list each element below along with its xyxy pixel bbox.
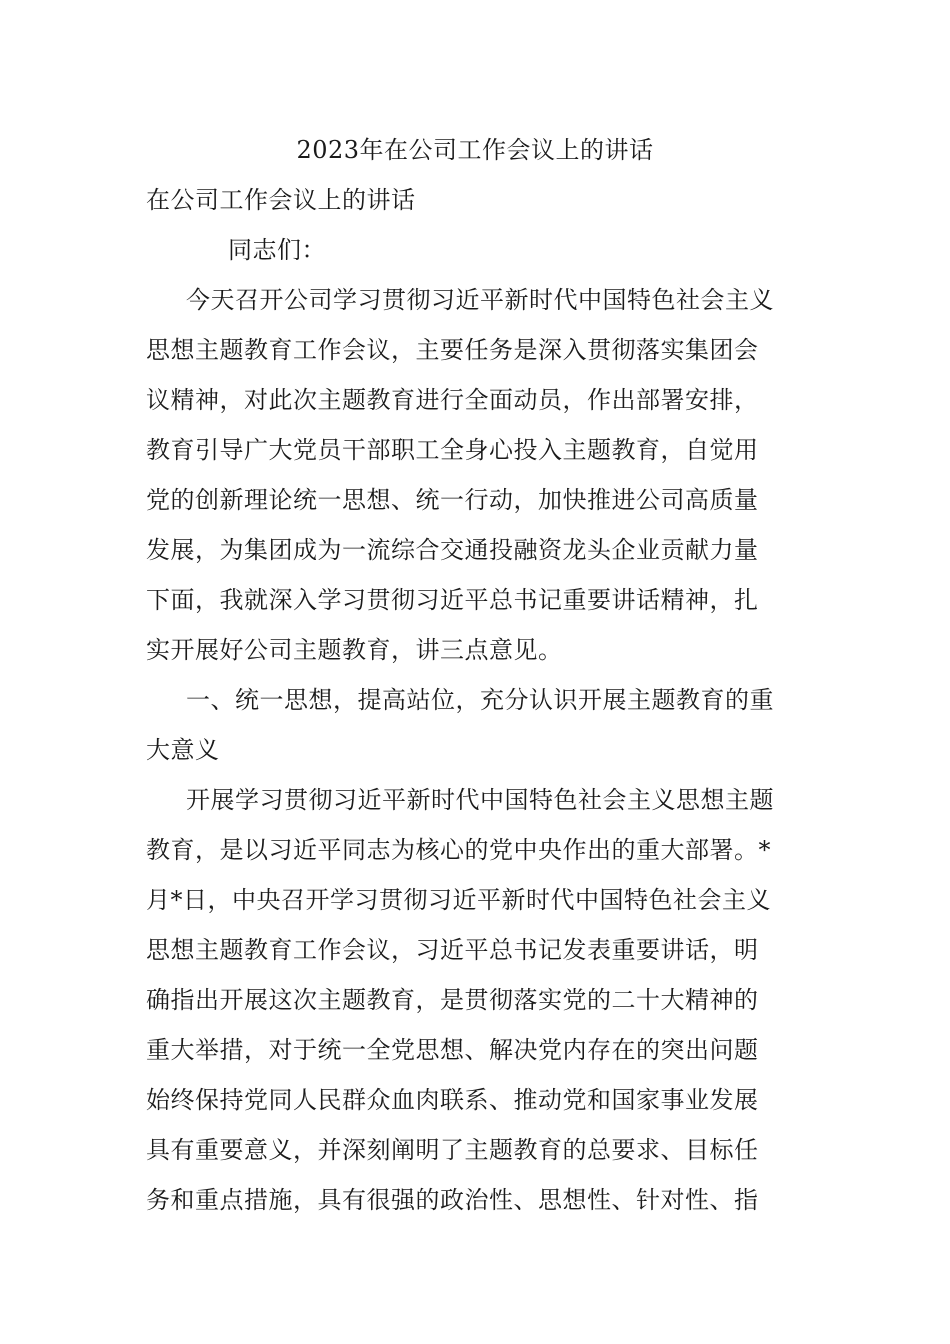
body-line: 议精神，对此次主题教育进行全面动员，作出部署安排， xyxy=(146,386,759,414)
body-line: 确指出开展这次主题教育，是贯彻落实党的二十大精神的 xyxy=(146,986,759,1014)
body-line: 教育，是以习近平同志为核心的党中央作出的重大部署。* xyxy=(146,836,771,864)
body-line: 发展，为集团成为一流综合交通投融资龙头企业贡献力量 xyxy=(146,536,759,564)
section-heading-line: 大意义 xyxy=(146,736,220,764)
salutation-line: 同志们： xyxy=(228,236,326,264)
body-line: 开展学习贯彻习近平新时代中国特色社会主义思想主题 xyxy=(186,786,774,814)
document-title: 2023年在公司工作会议上的讲话 xyxy=(296,136,654,164)
body-line: 实开展好公司主题教育，讲三点意见。 xyxy=(146,636,563,664)
section-heading-line: 一、统一思想，提高站位，充分认识开展主题教育的重 xyxy=(186,686,774,714)
body-line: 思想主题教育工作会议，主要任务是深入贯彻落实集团会 xyxy=(146,336,759,364)
body-line: 党的创新理论统一思想、统一行动，加快推进公司高质量 xyxy=(146,486,759,514)
body-line: 务和重点措施，具有很强的政治性、思想性、针对性、指 xyxy=(146,1186,759,1214)
body-line: 思想主题教育工作会议，习近平总书记发表重要讲话，明 xyxy=(146,936,759,964)
body-line: 重大举措，对于统一全党思想、解决党内存在的突出问题 xyxy=(146,1036,759,1064)
body-line: 月*日，中央召开学习贯彻习近平新时代中国特色社会主义 xyxy=(146,886,771,914)
body-line: 具有重要意义，并深刻阐明了主题教育的总要求、目标任 xyxy=(146,1136,759,1164)
body-line: 下面，我就深入学习贯彻习近平总书记重要讲话精神，扎 xyxy=(146,586,759,614)
body-line: 始终保持党同人民群众血肉联系、推动党和国家事业发展 xyxy=(146,1086,759,1114)
body-line: 教育引导广大党员干部职工全身心投入主题教育，自觉用 xyxy=(146,436,759,464)
body-line: 今天召开公司学习贯彻习近平新时代中国特色社会主义 xyxy=(186,286,774,314)
subtitle-line: 在公司工作会议上的讲话 xyxy=(146,186,416,214)
